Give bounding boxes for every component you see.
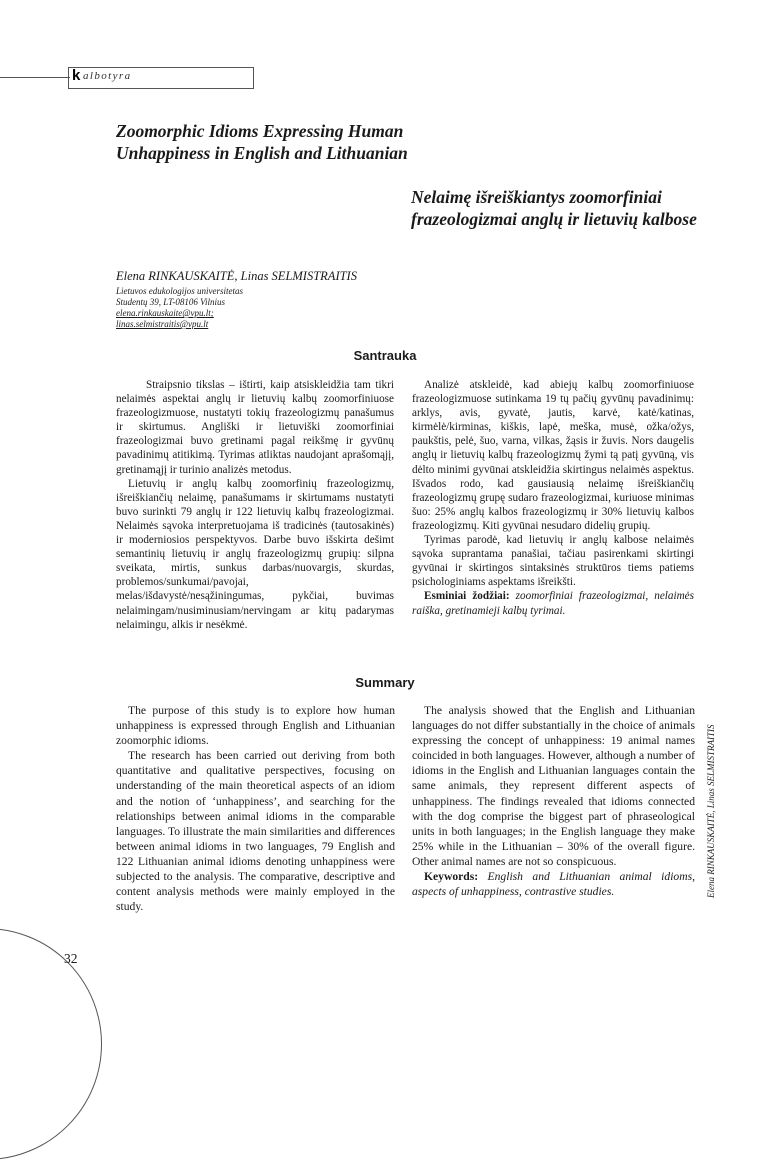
section-header-label: albotyra — [83, 70, 132, 82]
email-link-2[interactable]: linas.selmistraitis@vpu.lt — [116, 319, 209, 329]
keywords-label: Esminiai žodžiai: — [424, 590, 510, 603]
paragraph: Tyrimas parodė, kad lietuvių ir anglų kalbose nelaimės sąvoka suprantama panašiai, tačiau pasirenkami skirtingi gyvūnai ir skirtingos sintaksinės struktūros tiems patiems psichologiniams aspektams išreikšti. — [412, 534, 694, 589]
email-link-1[interactable]: elena.rinkauskaite@vpu.lt; — [116, 308, 214, 318]
section-header-initial: k — [72, 67, 81, 84]
institution: Lietuvos edukologijos universitetas — [116, 286, 243, 296]
keywords-label: Keywords: — [424, 870, 479, 884]
keywords-paragraph — [412, 589, 694, 617]
page-number: 32 — [64, 951, 78, 966]
summary-right-column — [412, 703, 695, 899]
section-header — [68, 67, 254, 89]
santrauka-heading: Santrauka — [353, 348, 417, 363]
header-rule — [0, 77, 70, 78]
paragraph: Analizė atskleidė, kad abiejų kalbų zoomorfiniuose frazeologizmuose sutinkama 19 tų pačių gyvūnų pavadinimų: arklys, avis, gyvatė, jautis, karvė, katė/katinas, kirmėlė/kirminas, kiškis, lapė, meška, musė, ožka/ožys, paukštis, pelė, šuo, varna, vilkas, žąsis ir žuvis. Nors daugelis anglų ir lietuvių kalbų frazeologizmų žymi tą patį gyvūną, vis dėlto minimi gyvūnai atskleidžia skirtingus nelaimės aspektus. Išvados rodo, kad gausiausią nelaimę išreiškiančių frazeologizmų grupę sudaro frazeologizmai, kuriuose minimas šuo: 25% anglų kalbos frazeologizmų ir 30% lietuvių kalbos frazeologizmų. Kiti gyvūnai nesudaro didelių grupių. — [412, 379, 694, 532]
summary-left-column — [116, 703, 395, 914]
paragraph: Straipsnio tikslas – ištirti, kaip atsiskleidžia tam tikri nelaimės aspektai anglų ir lietuvių kalbų zoomorfiniuose frazeologizmuose, nustatyti tokių frazeologizmų panašumus ir skirtumus. Angliški ir lietuviški zoomorfiniai frazeologizmai buvo gretinami pagal reikšmę ir gyvūnų pavadinimų atitikimą. Tyrimas atliktas naudojant aprašomąjį, gretinamąjį ir turinio analizės metodus. — [116, 379, 394, 476]
summary-heading: Summary — [355, 675, 415, 690]
keywords-text: English and Lithuanian animal idioms, aspects of unhappiness, contrastive studies. — [412, 870, 695, 899]
santrauka-left-column — [116, 378, 394, 632]
keywords-paragraph — [412, 869, 695, 899]
paragraph: The research has been carried out deriving from both quantitative and qualitative perspectives, focusing on understanding of the main theoretical aspects of an idiom and the notion of ‘unhappiness’, and searching for the relationships between animal idioms in the comparable languages. To illustrate the main similarities and differences between animal idioms in two languages, 79 English and 122 Lithuanian animal idioms denoting unhappiness were subjected to the analysis. The comparative, descriptive and content analysis methods were mainly employed in the study. — [116, 749, 395, 914]
santrauka-right-column — [412, 378, 694, 618]
title-lithuanian: Nelaimę išreiškiantys zoomorfiniai frazeologizmai anglų ir lietuvių kalbose — [411, 187, 697, 229]
running-author-vertical: Elena RINKAUSKAITĖ, Linas SELMISTRAITIS — [706, 725, 716, 899]
address: Studentų 39, LT-08106 Vilnius — [116, 297, 225, 307]
page-corner-arc — [0, 928, 102, 1160]
paragraph: The analysis showed that the English and Lithuanian languages do not differ substantially in the choice of animals expressing the concept of unhappiness: 19 animal names coincided in both languages. However, although a number of idioms in the English and Lithuanian languages contain the same animals, they represent different aspects of unhappiness. The findings revealed that idioms connected with the dog comprise the biggest part of phraseological units in both languages; in the English language they make 25% while in the Lithuanian – 30% of the overall figure. Other animal names are not so conspicuous. — [412, 704, 695, 868]
authors: Elena RINKAUSKAITĖ, Linas SELMISTRAITIS — [116, 269, 357, 283]
affiliation — [116, 286, 243, 330]
paragraph: Lietuvių ir anglų kalbų zoomorfinių frazeologizmų, išreiškiančių nelaimę, panašumams ir skirtumams nustatyti buvo surinkti 79 anglų ir 122 lietuvių kalbų frazeologizmai. Nelaimės sąvoka interpretuojama iš tradicinės (tautosakinės) ir moderniosios perspektyvos. Darbe buvo išskirta dešimt semantinių lietuvių ir anglų frazeologizmų grupių: silpna sveikata, mirtis, sunkus darbas/nuovargis, skurdas, problemos/sunkumai/pavojai, melas/išdavystė/nesąžiningumas, pykčiai, buvimas nelaimingam/nusiminusiam/nervingam ar kitų padarymas nelaimingu, alkis ir nesėkmė. — [116, 477, 394, 631]
title-english: Zoomorphic Idioms Expressing Human Unhappiness in English and Lithuanian — [116, 121, 408, 163]
keywords-text: zoomorfiniai frazeologizmai, nelaimės raiška, gretinamieji kalbų tyrimai. — [412, 590, 695, 617]
paragraph: The purpose of this study is to explore how human unhappiness is expressed through English and Lithuanian zoomorphic idioms. — [116, 704, 395, 748]
